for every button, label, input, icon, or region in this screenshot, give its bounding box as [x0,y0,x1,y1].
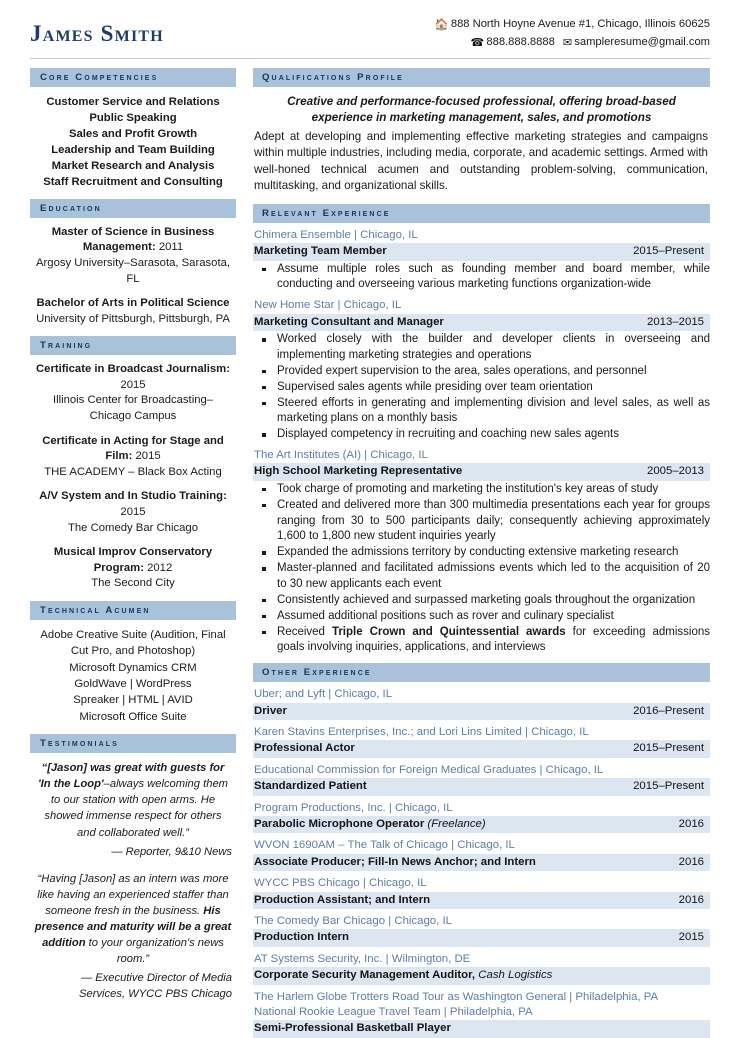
other-experience-entry [253,833,710,871]
qualifications-body: Adept at developing and implementing effective marketing strategies and campaigns within multiple industries, including media, corporate, and academic settings. Armed with well-honed technical acumen and outstanding problem-solving, communication, multitasking, and organizational skills. [254,129,708,193]
bullet-tail: for exceeding admissions goals involving inquiries, applications, and interviews [277,625,710,654]
list-item: Assumed additional positions such as rover and culinary specialist [253,609,710,625]
training-year: 2015 [132,450,161,463]
experience-job-title: High School Marketing Representative [254,465,463,478]
list-item: Consistently achieved and surpassed marketing goals throughout the organization [253,593,710,609]
experience-company: WVON 1690AM – The Talk of Chicago | Chicago, IL [254,839,515,852]
main-heading-qualifications-profile: Qualifications Profile [253,68,710,87]
experience-title-bar [253,314,710,331]
testimonial-quote [34,760,232,841]
sidebar-heading-training: Training [30,336,236,355]
envelope-icon: ✉ [562,37,573,50]
job-title-text: Corporate Security Management Auditor, [254,969,476,982]
experience-dates: 2016–Present [633,704,704,717]
contact-phone-email-line [435,34,710,52]
contact-phone: 888.888.8888 [486,36,555,49]
testimonial-quote-bold: “[Jason] was great with guests for 'In the Loop' [38,762,225,791]
list-item: Supervised sales agents while presiding over team orientation [253,380,710,396]
experience-job-title: Marketing Team Member [254,245,387,258]
list-item: Customer Service and Relations [46,95,220,108]
testimonial-source: — Reporter, 9&10 News [111,845,232,858]
experience-job-title [254,968,552,983]
list-item: Adobe Creative Suite (Audition, Final Cut Pro, and Photoshop) [40,628,226,658]
training-title [34,362,232,393]
experience-company: The Harlem Globe Trotters Road Tour as Washington General | Philadelphia, PA [254,990,659,1003]
sidebar-heading-testimonials: Testimonials [30,734,236,753]
list-item: Sales and Profit Growth [68,127,198,140]
testimonial-quote-tail: to your organization's news room.” [85,937,224,966]
education-school: Argosy University–Sarasota, Sarasota, FL [35,257,231,285]
contact-address: 888 North Hoyne Avenue #1, Chicago, Illinois 60625 [450,18,710,30]
experience-title-bar [253,854,710,871]
job-title-text: Production Assistant; and Intern [254,893,431,906]
experience-job-title: Marketing Consultant and Manager [254,315,444,328]
bullet-lead: Received [277,625,332,638]
contact-address-line [435,16,710,34]
sidebar-heading-core-competencies: Core Competencies [30,68,236,87]
experience-dates: 2016 [678,855,704,868]
training-title-text: Musical Improv Conservatory Program: [53,546,213,574]
education-degree [34,225,232,256]
job-title-text: Semi-Professional Basketball Player [254,1022,451,1035]
experience-job-title [254,817,486,832]
experience-job-title [254,855,536,870]
job-title-text: Associate Producer; Fill-In News Anchor; and Intern [254,855,536,868]
other-experience-entry [253,985,710,1038]
experience-job-title [254,1021,451,1036]
degree-text: Bachelor of Arts in Political Science [36,297,230,310]
experience-company: Karen Stavins Enterprises, Inc.; and Lori Lins Limited | Chicago, IL [254,726,589,739]
list-item [34,225,232,287]
job-title-text: Standardized Patient [254,780,367,793]
list-item [34,434,232,481]
experience-title-bar [253,703,710,720]
page-title: James Smith [30,21,164,47]
other-experience-entry [253,909,710,947]
experience-job-title [254,893,430,908]
experience-job-title [254,930,349,945]
experience-title-bar [253,929,710,946]
experience-bullets [253,482,710,656]
main-heading-relevant-experience: Relevant Experience [253,204,710,223]
list-item: Spreaker | HTML | AVID [73,694,193,707]
training-title [34,434,232,465]
experience-dates: 2016 [678,818,704,831]
list-item: Market Research and Analysis [51,159,215,172]
qualifications-tagline: Creative and performance-focused professional, offering broad-based experience in marketing management, sales, and promotions [287,94,676,124]
other-experience-entry [253,682,710,720]
resume-header [0,0,736,53]
list-item: Microsoft Office Suite [79,710,187,723]
other-experience-entry [253,720,710,758]
training-year: 2015 [120,378,146,391]
experience-title-bar [253,778,710,795]
bullet-bold: Triple Crown and Quintessential awards [331,625,566,638]
experience-title-bar [253,243,710,260]
contact-block [435,16,710,53]
experience-dates: 2015–Present [633,780,704,793]
other-experience-entry [253,947,710,985]
experience-dates: 2005–2013 [646,465,704,478]
list-item: Staff Recruitment and Consulting [43,175,223,188]
list-item: Expanded the admissions territory by conducting extensive marketing research [253,545,710,561]
other-experience-entry [253,758,710,796]
training-org: The Second City [91,577,175,590]
training-title-text: Certificate in Broadcast Journalism: [36,363,230,376]
main-content [253,68,710,1038]
main-heading-other-experience: Other Experience [253,663,710,682]
job-title-text: Parabolic Microphone Operator [254,818,425,831]
experience-company: Uber; and Lyft | Chicago, IL [254,688,393,701]
experience-dates: 2016 [678,893,704,906]
job-title-extra: Cash Logistics [475,969,553,982]
core-competencies-list [30,87,236,199]
experience-company: Chimera Ensemble | Chicago, IL [254,228,418,241]
experience-company: The Comedy Bar Chicago | Chicago, IL [254,914,452,927]
experience-job-title [254,704,287,719]
testimonial-quote-bold: His presence and maturity will be a great addition [34,904,232,950]
list-item: Leadership and Team Building [51,143,215,156]
list-item [34,362,232,424]
testimonial-quote [34,871,232,968]
experience-title-bar [253,892,710,909]
training-year: 2015 [120,505,146,518]
experience-title-bar [253,967,710,984]
experience-company: The Art Institutes (AI) | Chicago, IL [254,449,428,462]
list-item [253,625,710,657]
training-year: 2012 [143,561,173,574]
experience-entry [253,443,710,656]
experience-job-title [254,741,355,756]
list-item: GoldWave | WordPress [74,677,192,690]
list-item: Microsoft Dynamics CRM [69,661,197,674]
experience-bullets [253,262,710,294]
training-org: THE ACADEMY – Black Box Acting [44,465,222,478]
experience-company: New Home Star | Chicago, IL [254,299,402,312]
experience-title-bar [253,816,710,833]
education-degree [34,296,232,312]
other-experience-entry [253,871,710,909]
list-item: Steered efforts in generating and implementing division and level sales, as well as marketing plans on a monthly basis [253,396,710,428]
experience-company: Educational Commission for Foreign Medical Graduates | Chicago, IL [254,763,604,776]
resume-body [0,59,736,1038]
list-item [34,545,232,592]
experience-dates: 2015 [678,931,704,944]
experience-title-bar [253,740,710,757]
experience-entry [253,293,710,443]
sidebar-heading-education: Education [30,199,236,218]
testimonials-list [30,753,236,1012]
experience-title-bar [253,1020,710,1037]
sidebar-heading-technical-acumen: Technical Acumen [30,601,236,620]
experience-bullets [253,332,710,443]
experience-dates: 2015–Present [633,742,704,755]
other-experience-entry [253,796,710,834]
training-title [34,489,232,520]
experience-dates: 2013–2015 [646,315,704,328]
list-item [34,489,232,536]
training-org: Illinois Center for Broadcasting–Chicago Campus [52,394,214,423]
technical-acumen-list [30,620,236,734]
list-item: Displayed competency in recruiting and coaching new sales agents [253,427,710,443]
list-item: Master-planned and facilitated admissions events which led to the acquisition of 20 to 30 new applicants each event [253,561,710,593]
experience-dates: 2015–Present [633,245,704,258]
list-item: Public Speaking [89,111,177,124]
training-org: The Comedy Bar Chicago [68,521,198,534]
testimonial-quote-lead: “Having [Jason] as an intern was more like having an experienced staffer than someone fresh in the business. [37,872,229,917]
list-item [34,296,232,327]
degree-year: 2011 [155,241,184,254]
training-title-text: Certificate in Acting for Stage and Film: [42,434,224,463]
training-list [30,355,236,601]
experience-company: WYCC PBS Chicago | Chicago, IL [254,877,427,890]
telephone-icon: ☎ [470,37,485,50]
job-title-text: Driver [254,704,287,717]
education-list [30,218,236,336]
training-title-text: A/V System and In Studio Training: [39,490,227,503]
list-item: Worked closely with the builder and developer clients in overseeing and implementing marketing strategies and operations [253,332,710,364]
experience-entry [253,223,710,294]
experience-company-secondary: National Rookie League Travel Team | Philadelphia, PA [254,1005,533,1018]
contact-email: sampleresume@gmail.com [574,36,710,49]
list-item: Took charge of promoting and marketing the institution's key areas of study [253,482,710,498]
list-item: Created and delivered more than 300 multimedia presentations each year for groups ranging from 30 to 500 participants daily; consequently achieving approximately 1,600 to 1,800 new student inquiries yearly [253,498,710,546]
training-title [34,545,232,576]
experience-company: AT Systems Security, Inc. | Wilmington, DE [254,952,471,965]
job-title-text: Professional Actor [254,742,355,755]
testimonial-source: — Executive Director of Media Services, WYCC PBS Chicago [79,972,232,1001]
education-school: University of Pittsburgh, Pittsburgh, PA [36,312,230,325]
degree-text: Master of Science in Business Management: [51,225,215,254]
testimonial-quote-rest: –always welcoming them to our station with open arms. He showed immense respect for others and collaborated well.” [44,778,228,839]
list-item: Assume multiple roles such as founding member and board member, while conducting and overseeing various marketing functions organization-wide [253,262,710,294]
experience-company: Program Productions, Inc. | Chicago, IL [254,801,453,814]
home-icon: 🏠 [434,19,449,31]
experience-title-bar [253,463,710,480]
experience-job-title [254,779,367,794]
list-item: Provided expert supervision to the area, sales operations, and personnel [253,364,710,380]
job-title-text: Production Intern [254,931,349,944]
job-title-extra: (Freelance) [424,818,486,831]
sidebar [30,68,236,1038]
